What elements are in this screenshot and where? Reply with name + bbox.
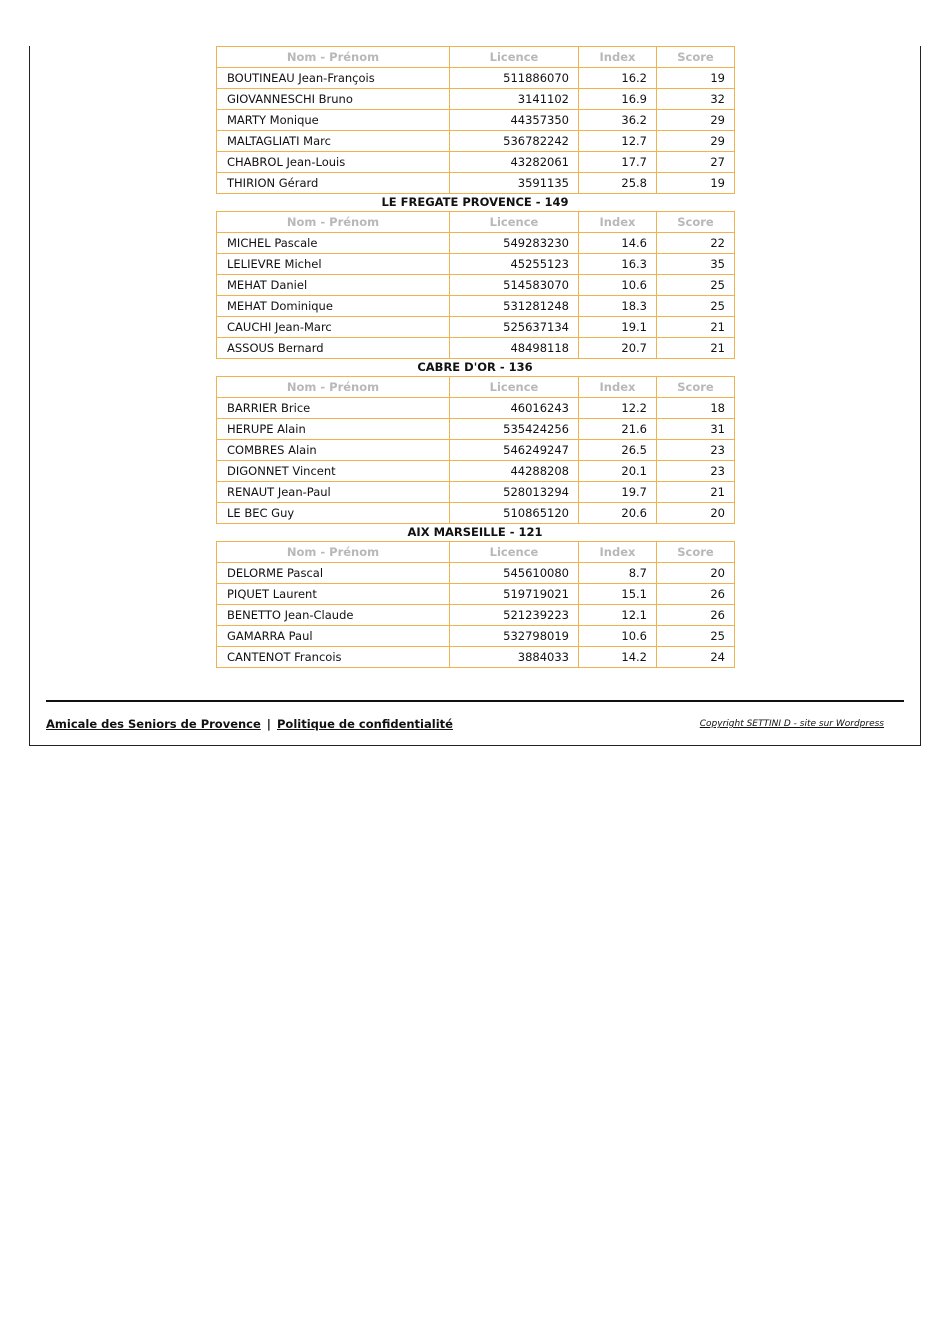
player-name: CANTENOT Francois [217,647,450,668]
player-name: MALTAGLIATI Marc [217,131,450,152]
player-index: 12.7 [579,131,657,152]
table-row [217,563,735,584]
table-header-row [217,212,735,233]
table-row [217,440,735,461]
header-licence: Licence [450,212,579,233]
player-name: CHABROL Jean-Louis [217,152,450,173]
player-licence: 514583070 [450,275,579,296]
table-row [217,503,735,524]
player-index: 15.1 [579,584,657,605]
player-licence: 528013294 [450,482,579,503]
player-licence: 525637134 [450,317,579,338]
table-row [217,584,735,605]
player-index: 20.6 [579,503,657,524]
player-name: MEHAT Dominique [217,296,450,317]
player-licence: 45255123 [450,254,579,275]
player-index: 36.2 [579,110,657,131]
player-score: 25 [657,626,735,647]
player-index: 18.3 [579,296,657,317]
player-score: 29 [657,131,735,152]
table-header-row [217,47,735,68]
player-licence: 546249247 [450,440,579,461]
player-licence: 531281248 [450,296,579,317]
table-row [217,173,735,194]
player-score: 27 [657,152,735,173]
table-row [217,254,735,275]
player-index: 20.7 [579,338,657,359]
header-licence: Licence [450,47,579,68]
player-name: LELIEVRE Michel [217,254,450,275]
privacy-policy-link[interactable]: Politique de confidentialité [277,717,453,731]
player-name: MEHAT Daniel [217,275,450,296]
player-score: 26 [657,584,735,605]
table-row [217,233,735,254]
player-index: 12.1 [579,605,657,626]
player-name: MARTY Monique [217,110,450,131]
player-licence: 536782242 [450,131,579,152]
player-index: 14.6 [579,233,657,254]
player-name: BARRIER Brice [217,398,450,419]
player-name: COMBRES Alain [217,440,450,461]
results-table [216,46,735,194]
player-licence: 545610080 [450,563,579,584]
site-home-link[interactable]: Amicale des Seniors de Provence [46,717,261,731]
table-row [217,419,735,440]
header-score: Score [657,542,735,563]
player-index: 19.7 [579,482,657,503]
player-index: 16.3 [579,254,657,275]
club-title: AIX MARSEILLE - 121 [407,525,543,539]
player-licence: 535424256 [450,419,579,440]
player-index: 21.6 [579,419,657,440]
club-title: CABRE D'OR - 136 [417,360,533,374]
player-licence: 48498118 [450,338,579,359]
player-name: PIQUET Laurent [217,584,450,605]
player-name: RENAUT Jean-Paul [217,482,450,503]
header-licence: Licence [450,377,579,398]
player-name: GIOVANNESCHI Bruno [217,89,450,110]
club-title: LE FREGATE PROVENCE - 149 [381,195,569,209]
player-name: ASSOUS Bernard [217,338,450,359]
player-licence: 511886070 [450,68,579,89]
player-licence: 3884033 [450,647,579,668]
table-row [217,131,735,152]
player-name: BENETTO Jean-Claude [217,605,450,626]
player-score: 20 [657,503,735,524]
results-table [216,376,735,524]
table-row [217,626,735,647]
player-name: THIRION Gérard [217,173,450,194]
player-name: HERUPE Alain [217,419,450,440]
table-row [217,275,735,296]
player-score: 18 [657,398,735,419]
player-score: 23 [657,461,735,482]
header-score: Score [657,47,735,68]
header-name: Nom - Prénom [217,212,450,233]
player-score: 19 [657,68,735,89]
player-name: LE BEC Guy [217,503,450,524]
player-index: 20.1 [579,461,657,482]
player-licence: 549283230 [450,233,579,254]
player-score: 19 [657,173,735,194]
player-name: DIGONNET Vincent [217,461,450,482]
footer-copyright [700,719,884,729]
player-licence: 44357350 [450,110,579,131]
header-index: Index [579,377,657,398]
table-row [217,68,735,89]
player-index: 25.8 [579,173,657,194]
player-index: 14.2 [579,647,657,668]
player-licence: 510865120 [450,503,579,524]
player-licence: 3141102 [450,89,579,110]
results-table [216,211,735,359]
player-score: 26 [657,605,735,626]
player-licence: 532798019 [450,626,579,647]
player-licence: 46016243 [450,398,579,419]
player-score: 31 [657,419,735,440]
player-licence: 519719021 [450,584,579,605]
player-index: 26.5 [579,440,657,461]
table-row [217,338,735,359]
table-row [217,296,735,317]
copyright-link[interactable]: Copyright SETTINI D - site sur Wordpress [699,719,884,729]
player-index: 16.9 [579,89,657,110]
player-licence: 3591135 [450,173,579,194]
table-row [217,89,735,110]
player-score: 35 [657,254,735,275]
player-name: MICHEL Pascale [217,233,450,254]
player-name: BOUTINEAU Jean-François [217,68,450,89]
table-row [217,110,735,131]
player-score: 25 [657,275,735,296]
player-score: 25 [657,296,735,317]
footer-links [46,717,453,731]
player-index: 10.6 [579,626,657,647]
header-score: Score [657,212,735,233]
player-score: 29 [657,110,735,131]
table-row [217,647,735,668]
header-licence: Licence [450,542,579,563]
table-row [217,482,735,503]
player-score: 20 [657,563,735,584]
table-row [217,152,735,173]
player-index: 12.2 [579,398,657,419]
header-name: Nom - Prénom [217,542,450,563]
player-score: 21 [657,338,735,359]
player-score: 21 [657,482,735,503]
player-index: 19.1 [579,317,657,338]
player-index: 17.7 [579,152,657,173]
player-licence: 521239223 [450,605,579,626]
table-header-row [217,377,735,398]
table-row [217,605,735,626]
player-score: 32 [657,89,735,110]
footer-separator: | [266,717,271,731]
footer-divider [46,700,904,702]
player-index: 10.6 [579,275,657,296]
header-name: Nom - Prénom [217,47,450,68]
table-row [217,398,735,419]
results-table [216,541,735,668]
player-licence: 43282061 [450,152,579,173]
player-index: 8.7 [579,563,657,584]
player-score: 23 [657,440,735,461]
table-row [217,317,735,338]
header-index: Index [579,542,657,563]
header-index: Index [579,212,657,233]
player-score: 21 [657,317,735,338]
player-index: 16.2 [579,68,657,89]
table-header-row [217,542,735,563]
player-name: GAMARRA Paul [217,626,450,647]
player-score: 24 [657,647,735,668]
player-licence: 44288208 [450,461,579,482]
header-index: Index [579,47,657,68]
results-content [216,46,734,668]
header-score: Score [657,377,735,398]
player-score: 22 [657,233,735,254]
player-name: CAUCHI Jean-Marc [217,317,450,338]
table-row [217,461,735,482]
header-name: Nom - Prénom [217,377,450,398]
player-name: DELORME Pascal [217,563,450,584]
